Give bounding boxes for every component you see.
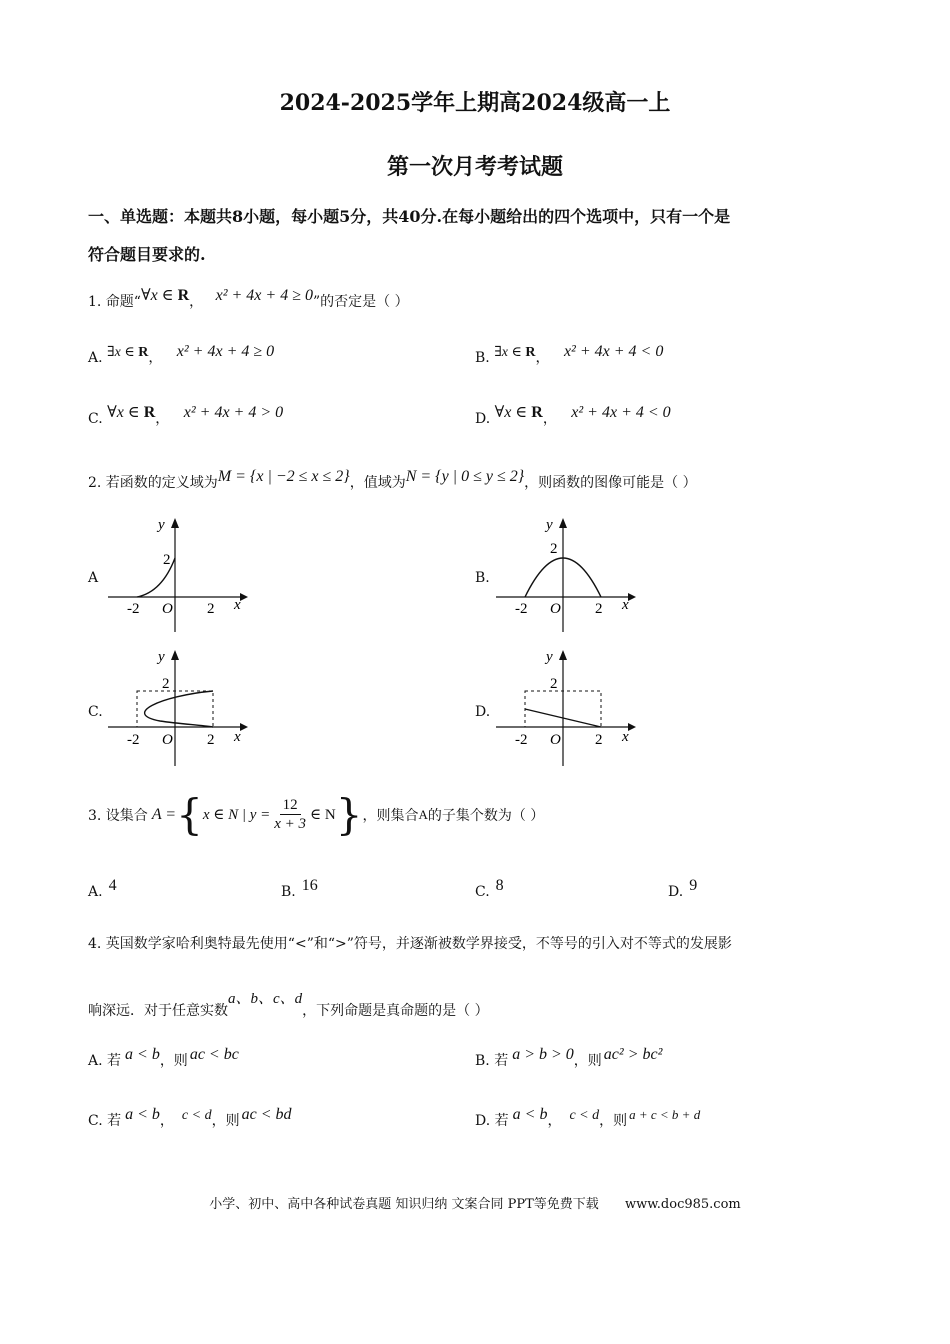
q1-expr: x² + 4x + 4 ≥ 0 bbox=[215, 287, 313, 304]
q3-option-d bbox=[668, 877, 697, 900]
tick-label-2: 2 bbox=[595, 732, 603, 748]
option-value: 8 bbox=[495, 877, 504, 894]
footer-text: 小学、初中、高中各种试卷真题 知识归纳 文案合同 PPT等免费下载 bbox=[209, 1197, 599, 1212]
option-sep: ， bbox=[547, 1113, 562, 1129]
q3-suffix: 的子集个数为（ ） bbox=[427, 807, 545, 824]
q2-graph-b bbox=[488, 512, 648, 636]
q1-suffix: ”的否定是（ ） bbox=[312, 294, 409, 310]
option-expr: x² + 4x + 4 ≥ 0 bbox=[176, 343, 275, 360]
q1-option-c: C. ∀x ∈ R， x² + 4x + 4 > 0 bbox=[88, 404, 284, 427]
option-then: ，则 bbox=[599, 1113, 628, 1129]
q4-option-c bbox=[88, 1106, 292, 1130]
origin-label: O bbox=[550, 732, 561, 748]
option-value: 9 bbox=[689, 877, 698, 894]
section-heading-line2: 符合题目要求的. bbox=[88, 245, 206, 264]
tick-label-neg2: -2 bbox=[127, 732, 140, 748]
q3-option-a bbox=[88, 877, 117, 900]
q3-mid: ，则集合 bbox=[362, 807, 419, 824]
q1-option-b: B. ∃x ∈ R， x² + 4x + 4 < 0 bbox=[475, 343, 664, 366]
axis-x-label: x bbox=[622, 729, 629, 745]
tick-label-neg2: -2 bbox=[515, 732, 528, 748]
q2-mid: ，值域为 bbox=[349, 475, 406, 491]
question-4-line1: 4. 英国数学家哈利奥特最先使用“<”和“>”符号，并逐渐被数学界接受，不等号的引入对不等式的发展影 bbox=[88, 936, 732, 952]
q2-option-b-label: B. bbox=[475, 570, 490, 586]
q1-option-a: A. ∃x ∈ R， x² + 4x + 4 ≥ 0 bbox=[88, 343, 275, 366]
option-set: R bbox=[143, 404, 156, 421]
option-label: D. bbox=[668, 884, 684, 900]
q3-condition-right: ∈ N bbox=[310, 807, 336, 823]
q3-option-c bbox=[475, 877, 504, 900]
page-title: 2024-2025学年上期高2024级高一上 bbox=[279, 90, 671, 116]
option-label: D. 若 bbox=[475, 1113, 509, 1129]
q1-set: R bbox=[177, 287, 190, 304]
q4-option-b bbox=[475, 1046, 662, 1070]
axis-y-label: y bbox=[546, 517, 553, 533]
q2-graph-c bbox=[100, 646, 260, 770]
tick-label-y2: 2 bbox=[550, 541, 558, 557]
q3-set-a: A bbox=[418, 806, 428, 822]
option-then: ，则 bbox=[211, 1113, 240, 1129]
option-label: A. bbox=[88, 884, 103, 900]
tick-label-y2: 2 bbox=[163, 552, 171, 568]
axis-x-label: x bbox=[234, 597, 241, 613]
q1-option-d: D. ∀x ∈ R， x² + 4x + 4 < 0 bbox=[475, 404, 671, 427]
option-label: D. bbox=[475, 411, 491, 427]
option-sep: ， bbox=[159, 1113, 174, 1129]
section-heading-line1: 一、单选题：本题共8小题，每小题5分，共40分.在每小题给出的四个选项中，只有一个是 bbox=[88, 207, 731, 226]
q3-condition: x ∈ N | y = bbox=[202, 807, 271, 823]
option-label: C. 若 bbox=[88, 1113, 122, 1129]
q3-numerator: 12 bbox=[280, 796, 301, 815]
question-1 bbox=[88, 285, 409, 311]
option-set: R bbox=[525, 345, 536, 360]
option-expr: x² + 4x + 4 > 0 bbox=[183, 404, 284, 421]
option-label: C. bbox=[88, 411, 103, 427]
q2-option-a-label: A bbox=[88, 570, 99, 586]
tick-label-2: 2 bbox=[207, 601, 215, 617]
option-label: B. 若 bbox=[475, 1053, 509, 1069]
question-2 bbox=[88, 468, 697, 492]
option-cond: a > b > 0 bbox=[512, 1046, 574, 1063]
option-value: 16 bbox=[301, 877, 318, 894]
q1-sep: ， bbox=[189, 294, 204, 310]
q3-option-b bbox=[281, 877, 318, 900]
page-footer bbox=[0, 1193, 950, 1212]
tick-label-neg2: -2 bbox=[127, 601, 140, 617]
tick-label-y2: 2 bbox=[162, 676, 170, 692]
axis-y-label: y bbox=[158, 517, 165, 533]
option-quant: ∀x ∈ bbox=[107, 404, 144, 421]
tick-label-y2: 2 bbox=[550, 676, 558, 692]
right-brace-icon: } bbox=[335, 790, 363, 839]
q2-domain: M = {x | −2 ≤ x ≤ 2} bbox=[217, 468, 350, 485]
option-then: ，则 bbox=[573, 1053, 602, 1069]
option-result: ac² > bc² bbox=[603, 1046, 663, 1063]
option-set: R bbox=[531, 404, 543, 421]
option-value: 4 bbox=[108, 877, 117, 894]
option-cond: a < b bbox=[512, 1106, 548, 1123]
origin-label: O bbox=[162, 601, 173, 617]
option-cond: a < b bbox=[125, 1106, 160, 1123]
tick-label-neg2: -2 bbox=[515, 601, 528, 617]
q2-graph-a bbox=[100, 512, 260, 636]
left-brace-icon: { bbox=[176, 790, 203, 839]
q4-vars: a、b、c、d bbox=[228, 991, 303, 1007]
option-set: R bbox=[138, 345, 149, 360]
option-result: ac < bd bbox=[241, 1106, 292, 1123]
tick-label-2: 2 bbox=[595, 601, 603, 617]
option-expr: x² + 4x + 4 < 0 bbox=[563, 343, 664, 360]
q2-range: N = {y | 0 ≤ y ≤ 2} bbox=[405, 468, 525, 485]
question-3 bbox=[88, 790, 544, 839]
tick-label-2: 2 bbox=[207, 732, 215, 748]
q3-prefix: 3. 设集合 bbox=[88, 807, 148, 824]
q2-option-d-label: D. bbox=[475, 704, 491, 720]
q2-option-c-label: C. bbox=[88, 704, 103, 720]
q4-prefix: 响深远．对于任意实数 bbox=[88, 1003, 228, 1019]
option-result: ac < bc bbox=[189, 1046, 239, 1063]
q4-option-d bbox=[475, 1106, 700, 1130]
q3-set-name: A = bbox=[151, 805, 177, 823]
option-quant: ∃x ∈ bbox=[494, 345, 526, 360]
page-subtitle: 第一次月考考试题 bbox=[386, 154, 563, 180]
option-label: A. bbox=[88, 350, 103, 366]
option-result: a + c < b + d bbox=[629, 1107, 701, 1122]
option-quant: ∃x ∈ bbox=[107, 345, 139, 360]
q1-quant: ∀x ∈ bbox=[140, 287, 178, 304]
axis-y-label: y bbox=[546, 649, 553, 665]
option-cond2: c < d bbox=[569, 1108, 600, 1123]
origin-label: O bbox=[550, 601, 561, 617]
option-cond2: c < d bbox=[181, 1108, 212, 1123]
option-label: B. bbox=[475, 350, 490, 366]
footer-link[interactable]: www.doc985.com bbox=[624, 1197, 741, 1212]
option-then: ，则 bbox=[159, 1053, 188, 1069]
q4-suffix: ，下列命题是真命题的是（ ） bbox=[302, 1003, 489, 1019]
origin-label: O bbox=[162, 732, 173, 748]
option-label: B. bbox=[281, 884, 296, 900]
q4-option-a bbox=[88, 1046, 239, 1070]
q2-graph-d bbox=[488, 646, 648, 770]
axis-x-label: x bbox=[622, 597, 629, 613]
axis-y-label: y bbox=[158, 649, 165, 665]
option-quant: ∀x ∈ bbox=[494, 404, 532, 421]
option-expr: x² + 4x + 4 < 0 bbox=[571, 404, 671, 421]
axis-x-label: x bbox=[234, 729, 241, 745]
question-4-line2 bbox=[88, 987, 489, 1020]
q1-prefix: 1. 命题“ bbox=[88, 294, 141, 310]
q3-denominator: x + 3 bbox=[274, 816, 307, 832]
option-label: A. 若 bbox=[88, 1053, 122, 1069]
q2-suffix: ，则函数的图像可能是（ ） bbox=[524, 475, 697, 491]
option-cond: a < b bbox=[125, 1046, 160, 1063]
q3-fraction bbox=[274, 796, 306, 833]
option-label: C. bbox=[475, 884, 490, 900]
q2-prefix: 2. 若函数的定义域为 bbox=[88, 475, 218, 491]
